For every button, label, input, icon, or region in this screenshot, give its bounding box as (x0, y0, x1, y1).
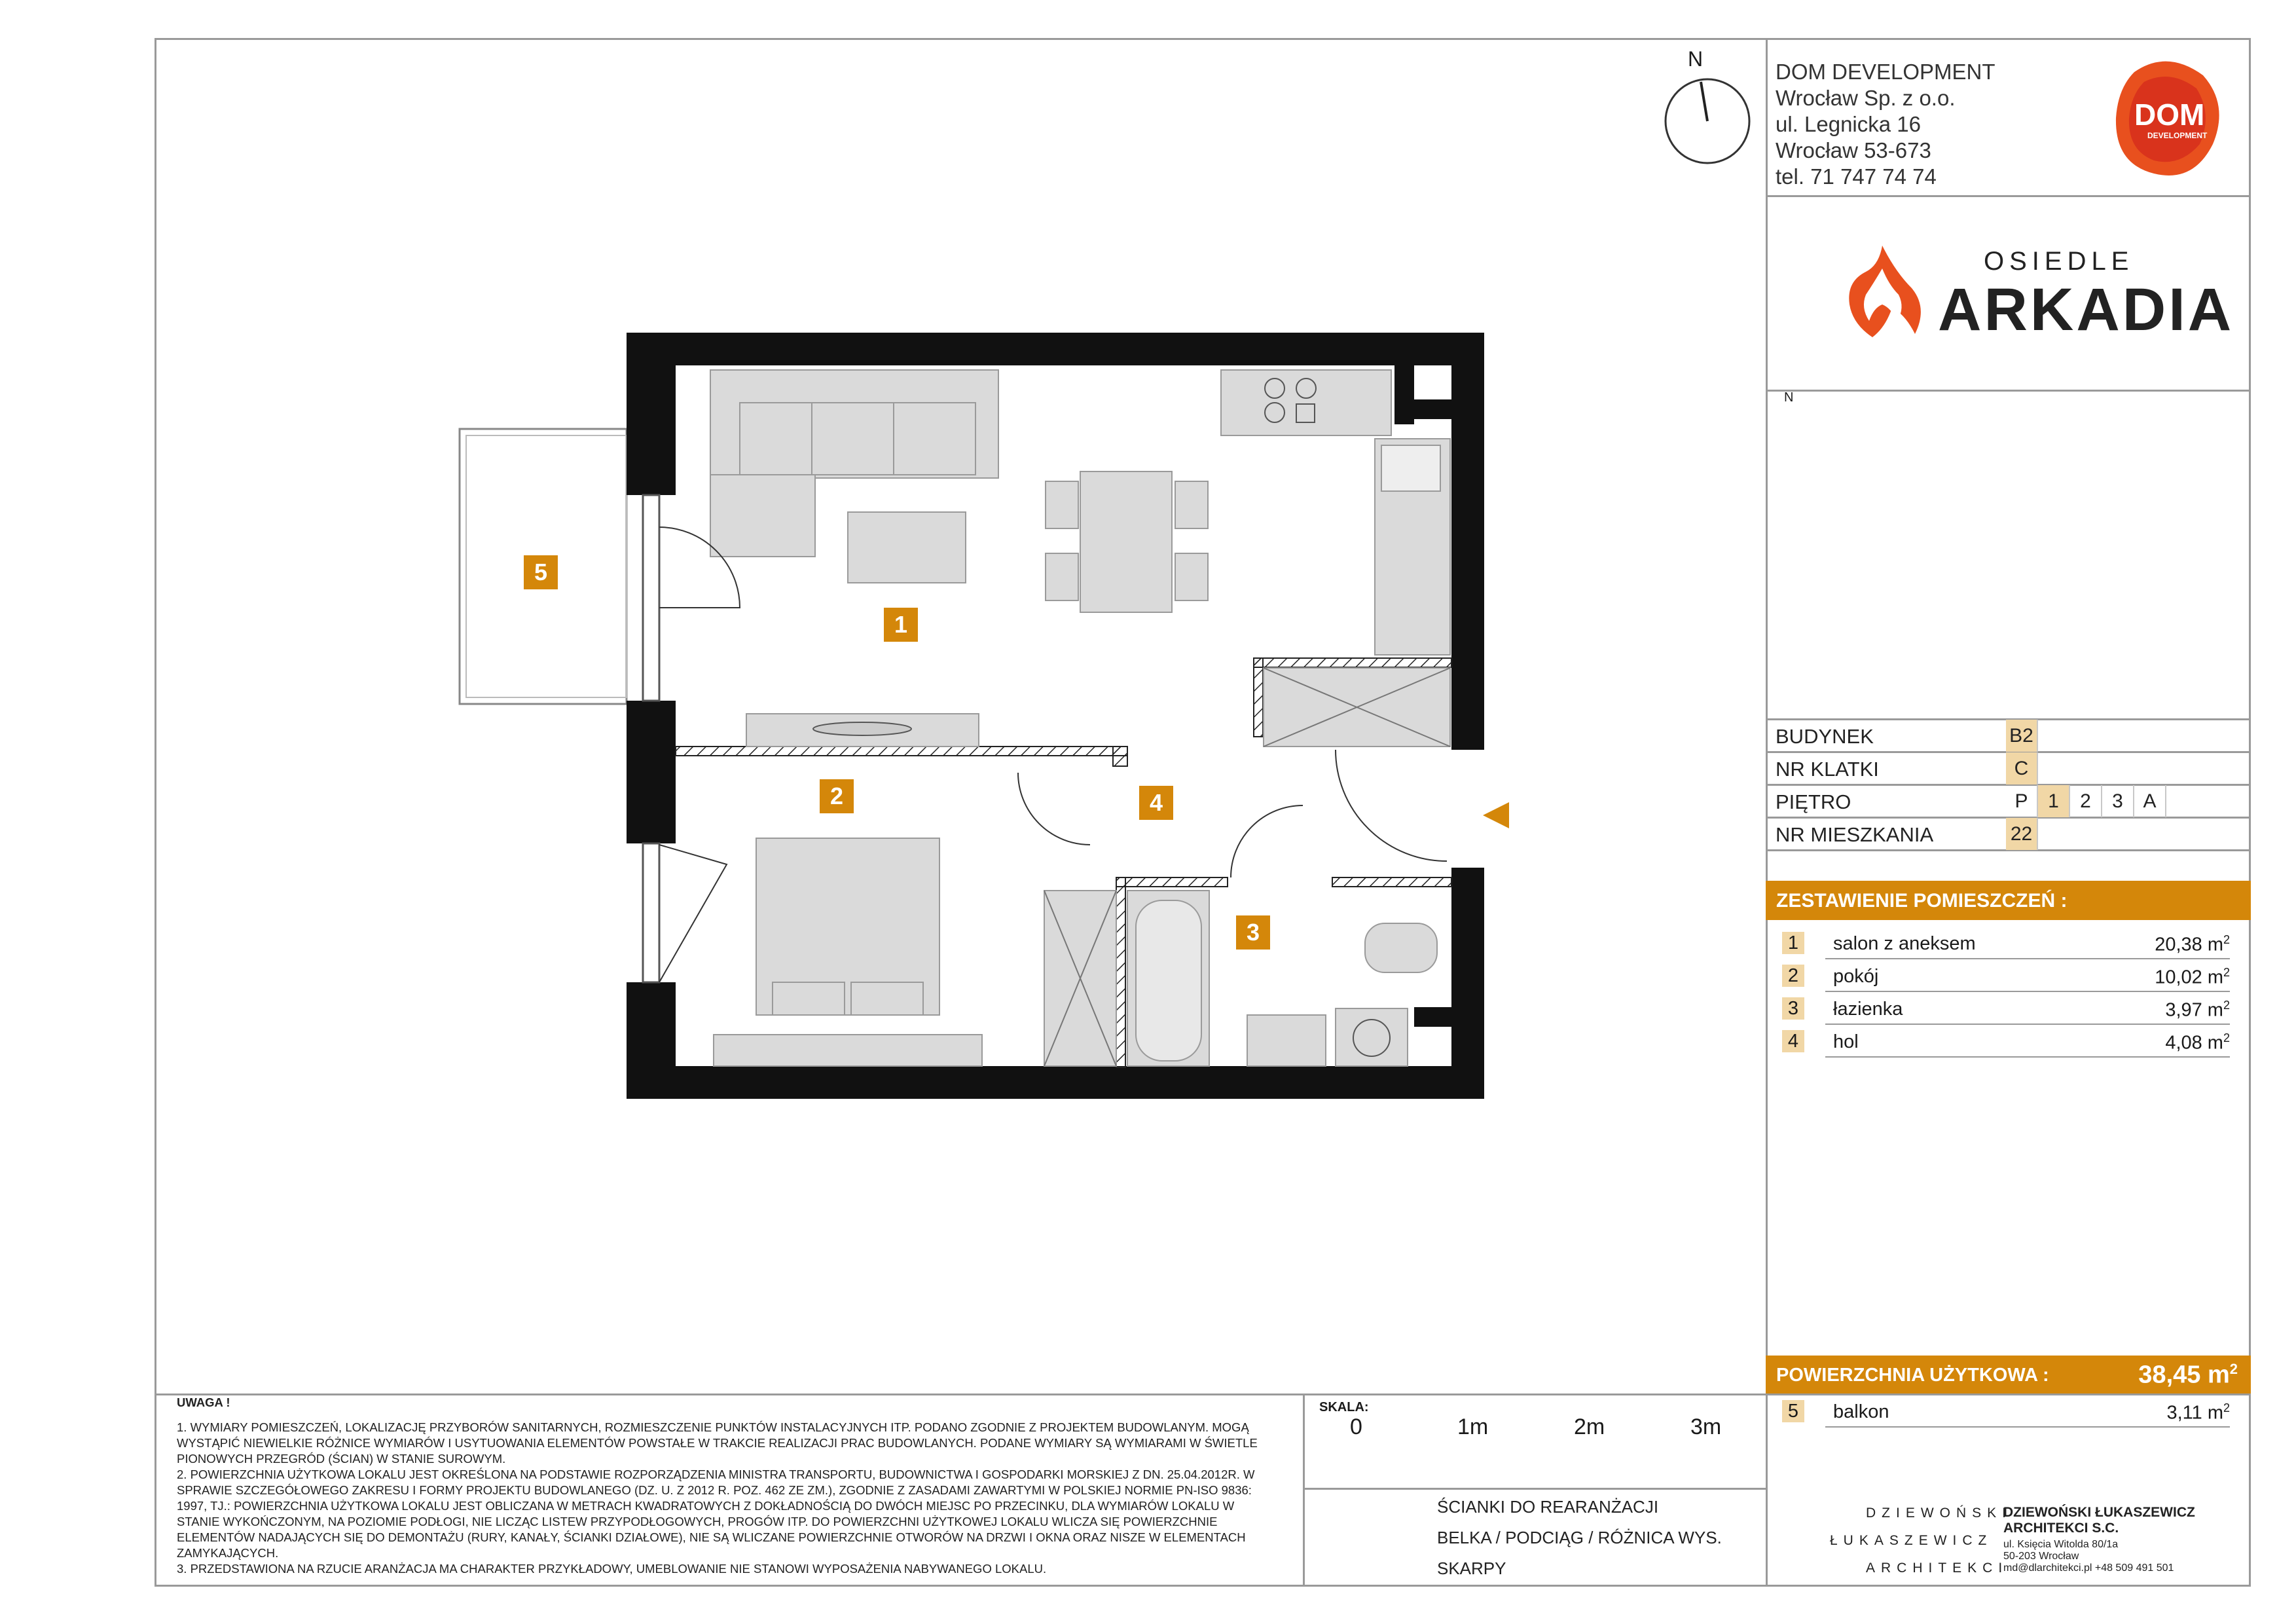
room-row (1776, 992, 2264, 1025)
company-line: Wrocław 53-673 (1776, 138, 1931, 162)
wall-left-upper (627, 333, 676, 495)
floor-option: P (2006, 785, 2038, 817)
partition-living-bedroom (676, 747, 1127, 756)
entrance-marker (1483, 802, 1509, 828)
company-line: tel. 71 747 74 74 (1776, 164, 1937, 189)
scale-tick: 0 (1350, 1414, 1362, 1439)
architect-logo-line: ŁUKASZEWICZ (1830, 1533, 1993, 1548)
scale-tick: 2m (1574, 1414, 1605, 1439)
balcony-num: 5 (1782, 1400, 1804, 1422)
building-label: BUDYNEK (1776, 725, 1874, 748)
partition-door-stub (1113, 747, 1127, 766)
company-address (1776, 59, 1995, 190)
project-name: ARKADIA (1938, 276, 2234, 343)
sidebar-divider (1766, 38, 1768, 1393)
room-name: hol (1833, 1031, 1859, 1052)
room-num: 2 (1782, 965, 1804, 987)
plan-label-2: 2 (820, 779, 854, 813)
arkadia-logo (1833, 239, 2234, 350)
tv (813, 722, 911, 735)
project-pre: OSIEDLE (1984, 247, 2134, 276)
architect-info (2003, 1505, 2195, 1574)
floor-label: PIĘTRO (1776, 790, 1851, 813)
wall-bottom (627, 1066, 1484, 1099)
chair-4 (1175, 553, 1208, 600)
floor-plan (155, 38, 1765, 1393)
logo-text-top: DOM (2134, 98, 2205, 132)
north-label: N (1688, 47, 1704, 71)
room-area: 20,38 $m^2$ (2155, 933, 2230, 955)
partition-wardrobe-top (1254, 658, 1451, 667)
washbasin (1247, 1015, 1326, 1066)
legend-beam: BELKA / PODCIĄG / RÓŻNICA WYS. (1437, 1528, 1722, 1547)
balcony-area: 3,11 $m^2$ (2166, 1401, 2230, 1424)
wall-right-upper (1451, 359, 1484, 750)
legend-divider (1303, 1488, 1766, 1490)
keyplan-north-label: N (1784, 390, 1794, 405)
nightstand-row (714, 1035, 982, 1066)
door-entry-swing (1336, 750, 1447, 861)
architect-logo (1830, 1500, 2013, 1582)
dining-table (1080, 471, 1172, 612)
sink (1381, 445, 1440, 491)
plan-label-4: 4 (1139, 786, 1173, 820)
wall-left-mid (627, 701, 676, 843)
coffee-table (848, 512, 966, 583)
notes-title: UWAGA ! (177, 1395, 230, 1409)
sofa-seat-2 (812, 403, 894, 475)
room-row (1776, 927, 2264, 959)
architect-contact: md@dlarchitekci.pl +48 509 491 501 (2003, 1562, 2174, 1574)
balcony-row (1776, 1395, 2264, 1428)
room-area: 4,08 $m^2$ (2165, 1031, 2230, 1054)
wall-shaft-bot (1414, 1007, 1453, 1027)
room-name: pokój (1833, 966, 1879, 987)
legend-partitions: ŚCIANKI DO REARANŻACJI (1437, 1497, 1659, 1517)
notes-text: 1. WYMIARY POMIESZCZEŃ, LOKALIZACJĘ PRZYBORÓW SANITARNYCH, ROZMIESZCZENIE PUNKTÓW INSTALACYJNYCH ITP. PODANO ZGODNIE Z PROJEKTEM BUDOWLANYM. MOGĄ WYSTĄPIĆ NIEWIELKIE RÓŻNICE WYMIARÓW I USYTUOWANIA ELEMENTÓW POWSTAŁE W TRAKCIE REALIZACJI PRAC BUDOWLANYCH. PODANE WYMIARY SĄ WYMIARAMI W ŚWIETLE PIONOWYCH PRZEGRÓD (ŚCIAN) W STANIE SUROWYM. 2. POWIERZCHNIA UŻYTKOWA LOKALU JEST OKREŚLONA NA PODSTAWIE ROZPORZĄDZENIA MINISTRA TRANSPORTU, BUDOWNICTWA I GOSPODARKI MORSKIEJ Z DN. 25.04.2012R. W SPRAWIE SZCZEGÓŁOWEGO ZAKRESU I FORMY PROJEKTU BUDOWLANEGO (DZ. U. Z 2012 R. POZ. 462 ZE ZM.), ZGODNIE Z ZASADAMI ZAWARTYMI W POLSKIEJ NORMIE PN-ISO 9836: 1997, TJ.: POWIERZCHNIA UŻYTKOWA LOKALU JEST OBLICZANA W METRACH KWADRATOWYCH Z DOKŁADNOŚCIĄ DO DWÓCH MIEJSC PO PRZECINKU, DLA WYMIARÓW LOKALU W STANIE WYKOŃCZONYM, NA POZIOMIE PODŁOGI, NIE LICZĄC LISTEW PRZYPODŁOGOWYCH, PROGÓW ITP. DO POWIERZCHNI UŻYTKOWEJ LOKALU WLICZA SIĘ POWIERZCHNIE ELEMENTÓW NADAJĄCYCH SIĘ DO DEMONTAŻU (RURY, KANAŁY, ŚCIANKI DZIAŁOWE), NIE SĄ WLICZANE POWIERZCHNIE OTWORÓW NA DRZWI I OKNA ORAZ NISZE W ELEMENTACH ZAMYKAJĄCYCH. 3. PRZEDSTAWIONA NA RZUCIE ARANŻACJA MA CHARAKTER PRZYKŁADOWY, UMEBLOWANIE NIE STANOWI WYPOSAŻENIA NABYWANEGO LOKALU. (177, 1420, 1258, 1576)
floor-option: 3 (2102, 785, 2134, 817)
pillow-2 (851, 982, 923, 1015)
chair-3 (1175, 481, 1208, 528)
plan-label-3: 3 (1236, 915, 1270, 950)
room-num: 4 (1782, 1030, 1804, 1052)
logo-text-bottom: DEVELOPMENT (2147, 131, 2208, 140)
rooms-header (1766, 881, 2251, 920)
wall-top (627, 333, 1484, 365)
chair-1 (1046, 481, 1078, 528)
plan-label-1: 1 (884, 608, 918, 642)
architect-logo-line: DZIEWOŃSKI (1866, 1505, 2013, 1521)
toilet (1365, 923, 1437, 972)
floor-option: 2 (2070, 785, 2102, 817)
floor-option: A (2134, 785, 2166, 817)
sofa-seat-3 (894, 403, 975, 475)
partition-bath-top (1116, 877, 1228, 887)
scale-label: SKALA: (1319, 1400, 1369, 1414)
stair-label: NR KLATKI (1776, 758, 1879, 781)
plan-label-5: 5 (524, 555, 558, 589)
total-area-value: 38,45 $m^2$ (2138, 1361, 2238, 1389)
architect-name: DZIEWOŃSKI ŁUKASZEWICZ (2003, 1505, 2195, 1520)
total-area-label: POWIERZCHNIA UŻYTKOWA : (1776, 1365, 2049, 1386)
notes-block (177, 1395, 1264, 1577)
wall-shaft-mid (1394, 399, 1453, 419)
rooms-header-text: ZESTAWIENIE POMIESZCZEŃ : (1776, 890, 2068, 912)
company-line: DOM DEVELOPMENT (1776, 60, 1995, 84)
flame-icon (1833, 242, 1931, 341)
door-window-bedroom-swing (659, 845, 727, 982)
window-living (643, 495, 659, 701)
partition-bath-left (1116, 877, 1125, 1067)
room-row (1776, 1025, 2264, 1058)
room-num: 3 (1782, 997, 1804, 1020)
apartment-value: 22 (2006, 818, 2038, 850)
partition-wardrobe-left (1254, 658, 1263, 737)
stair-value: C (2006, 752, 2038, 784)
bathtub-inner (1136, 900, 1201, 1061)
room-num: 1 (1782, 932, 1804, 954)
apartment-label: NR MIESZKANIA (1776, 823, 1934, 846)
washing-machine (1336, 1008, 1408, 1066)
door-bath-swing (1231, 805, 1303, 877)
furniture (710, 370, 1450, 1066)
sofa-chaise (710, 475, 815, 557)
footer-divider-1 (1303, 1393, 1305, 1587)
pillow-1 (773, 982, 845, 1015)
door-bedroom-swing (1018, 773, 1090, 845)
footer-divider-2 (1766, 1393, 1768, 1587)
room-name: salon z aneksem (1833, 933, 1976, 954)
architect-address: ul. Księcia Witolda 80/1a (2003, 1539, 2119, 1550)
sidebar-sep-1 (1766, 195, 2251, 197)
total-area-bar (1766, 1356, 2251, 1393)
company-line: ul. Legnicka 16 (1776, 112, 1921, 136)
room-area: 10,02 $m^2$ (2155, 966, 2230, 988)
partition-hall-right (1332, 877, 1451, 887)
room-area: 3,97 $m^2$ (2165, 999, 2230, 1021)
building-value: B2 (2006, 720, 2038, 752)
dom-development-logo (2108, 52, 2226, 183)
wall-right-lower (1451, 868, 1484, 1099)
sofa-seat-1 (740, 403, 812, 475)
scale-tick: 3m (1690, 1414, 1722, 1439)
sidebar-sep-2 (1766, 390, 2251, 392)
balcony-name: balkon (1833, 1401, 1889, 1422)
floor-option-selected: 1 (2038, 785, 2070, 817)
chair-2 (1046, 553, 1078, 600)
legend-slopes: SKARPY (1437, 1559, 1506, 1578)
cooktop (1221, 370, 1391, 435)
architect-name: ARCHITEKCI S.C. (2003, 1521, 2119, 1536)
north-arrow-needle (1701, 82, 1707, 121)
scale-tick: 1m (1457, 1414, 1489, 1439)
architect-address: 50-203 Wrocław (2003, 1551, 2079, 1562)
window-bedroom (643, 843, 659, 982)
architect-logo-line: ARCHITEKCI (1866, 1560, 2009, 1576)
room-row (1776, 959, 2264, 992)
room-name: łazienka (1833, 999, 1903, 1020)
company-line: Wrocław Sp. z o.o. (1776, 86, 1956, 110)
